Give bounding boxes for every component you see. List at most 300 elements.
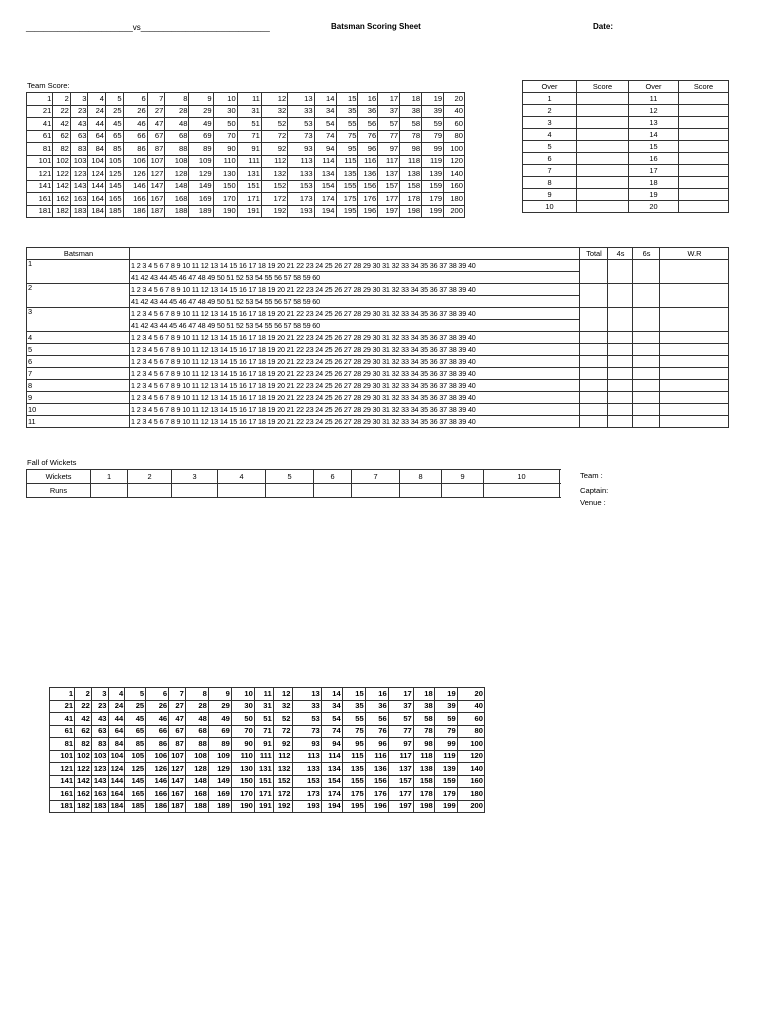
batsman-stat-cell [580,308,608,332]
score-cell: 193 [292,800,321,813]
score-cell: 147 [169,775,186,788]
score-cell: 162 [53,193,71,206]
score-cell: 179 [434,788,457,801]
score-cell: 113 [292,750,321,763]
score-cell: 32 [273,700,292,713]
overs-cell: 6 [523,153,577,165]
score-cell: 46 [123,118,147,131]
score-cell: 184 [108,800,125,813]
batsman-number: 5 [27,344,130,356]
overs-cell [577,177,629,189]
batsman-stat-cell [660,392,729,404]
score-cell: 182 [53,205,71,218]
score-cell: 181 [50,800,75,813]
score-cell: 164 [88,193,106,206]
score-cell: 107 [169,750,186,763]
score-cell: 2 [75,688,92,701]
batsman-stat-cell [608,356,633,368]
score-cell: 191 [254,800,273,813]
score-cell: 181 [27,205,53,218]
score-cell: 168 [165,193,189,206]
score-cell: 21 [27,105,53,118]
score-row [27,205,465,218]
score-cell: 64 [88,130,106,143]
score-cell: 154 [321,775,342,788]
score-cell: 194 [314,205,336,218]
score-cell: 60 [457,713,484,726]
score-cell: 198 [400,205,422,218]
score-cell: 114 [314,155,336,168]
score-cell: 146 [123,180,147,193]
batsman-stat-cell [580,368,608,380]
score-cell: 178 [400,193,422,206]
score-cell: 67 [169,725,186,738]
batsman-header: Total [580,248,608,260]
overs-cell [577,105,629,117]
score-row [27,130,465,143]
batsman-stat-cell [633,308,660,332]
score-cell: 115 [342,750,365,763]
score-cell: 9 [189,93,213,106]
batsman-stat-cell [608,308,633,332]
score-cell: 34 [314,105,336,118]
score-cell: 42 [53,118,71,131]
overs-row [523,177,729,189]
score-cell: 3 [70,93,88,106]
score-cell: 172 [261,193,287,206]
score-cell: 94 [314,143,336,156]
score-cell: 92 [261,143,287,156]
overs-cell [679,165,729,177]
score-cell: 6 [123,93,147,106]
batsman-stat-cell [660,332,729,344]
score-row [50,763,485,776]
overs-cell: 1 [523,93,577,105]
score-cell: 106 [123,155,147,168]
overs-cell [679,129,729,141]
score-cell: 133 [288,168,314,181]
score-cell: 27 [147,105,165,118]
overs-row [523,153,729,165]
score-cell: 135 [342,763,365,776]
score-cell: 38 [400,105,422,118]
score-cell: 72 [273,725,292,738]
score-cell: 124 [88,168,106,181]
overs-cell [679,141,729,153]
score-cell: 170 [231,788,254,801]
score-cell: 177 [388,788,413,801]
score-cell: 190 [213,205,237,218]
score-cell: 79 [434,725,457,738]
score-cell: 32 [261,105,287,118]
score-cell: 30 [213,105,237,118]
score-cell: 16 [365,688,388,701]
score-cell: 24 [88,105,106,118]
score-cell: 109 [208,750,231,763]
score-cell: 26 [123,105,147,118]
score-cell: 156 [365,775,388,788]
score-cell: 74 [314,130,336,143]
score-cell: 176 [358,193,378,206]
overs-cell [577,129,629,141]
score-cell: 189 [189,205,213,218]
score-cell: 127 [169,763,186,776]
score-cell: 38 [413,700,434,713]
score-row [27,193,465,206]
score-cell: 52 [273,713,292,726]
score-cell: 195 [336,205,358,218]
score-cell: 174 [314,193,336,206]
score-cell: 196 [365,800,388,813]
runs-cell [484,484,560,498]
score-cell: 153 [288,180,314,193]
score-cell: 161 [50,788,75,801]
score-cell: 150 [213,180,237,193]
score-cell: 102 [75,750,92,763]
venue-label: Venue : [580,498,606,507]
team-score-grid-2 [49,687,485,813]
score-cell: 188 [165,205,189,218]
score-cell: 173 [288,193,314,206]
score-cell: 171 [237,193,261,206]
batsman-stat-cell [608,260,633,284]
batsman-table [26,247,729,428]
score-cell: 51 [237,118,261,131]
score-cell: 96 [365,738,388,751]
overs-cell [577,117,629,129]
score-cell: 58 [413,713,434,726]
score-cell: 99 [434,738,457,751]
score-cell: 116 [365,750,388,763]
score-cell: 167 [169,788,186,801]
score-cell: 113 [288,155,314,168]
score-cell: 79 [422,130,444,143]
score-cell: 5 [125,688,146,701]
overs-cell [679,201,729,213]
overs-score-table [522,80,729,213]
score-cell: 57 [378,118,400,131]
runs-cell [314,484,352,498]
score-cell: 56 [358,118,378,131]
score-cell: 39 [434,700,457,713]
score-cell: 173 [292,788,321,801]
score-cell: 11 [254,688,273,701]
batsman-stat-cell [580,392,608,404]
score-cell: 94 [321,738,342,751]
score-cell: 70 [231,725,254,738]
overs-row [523,141,729,153]
overs-cell: 16 [629,153,679,165]
score-cell: 62 [53,130,71,143]
score-cell: 72 [261,130,287,143]
score-cell: 90 [213,143,237,156]
overs-row [523,105,729,117]
score-cell: 93 [292,738,321,751]
score-cell: 23 [70,105,88,118]
overs-header: Score [679,81,729,93]
score-cell: 134 [314,168,336,181]
batsman-stat-cell [608,332,633,344]
score-cell: 4 [108,688,125,701]
score-cell: 103 [91,750,108,763]
score-cell: 177 [378,193,400,206]
score-cell: 81 [50,738,75,751]
score-cell: 104 [88,155,106,168]
score-cell: 122 [75,763,92,776]
batsman-stat-cell [608,368,633,380]
score-cell: 134 [321,763,342,776]
score-cell: 98 [400,143,422,156]
score-cell: 28 [185,700,208,713]
runs-cell [266,484,314,498]
score-cell: 151 [237,180,261,193]
batsman-number: 11 [27,416,130,428]
team-score-label: Team Score: [27,81,70,90]
batsman-stat-cell [580,404,608,416]
batsman-stat-cell [580,260,608,284]
score-cell: 104 [108,750,125,763]
score-cell: 7 [169,688,186,701]
overs-cell: 8 [523,177,577,189]
score-cell: 48 [165,118,189,131]
score-cell: 143 [70,180,88,193]
score-cell: 115 [336,155,358,168]
score-cell: 69 [189,130,213,143]
score-cell: 169 [189,193,213,206]
score-cell: 70 [213,130,237,143]
score-cell: 107 [147,155,165,168]
wicket-number: 4 [218,470,266,484]
score-row [27,118,465,131]
score-cell: 78 [413,725,434,738]
batsman-header: Batsman [27,248,130,260]
score-cell: 186 [123,205,147,218]
score-cell: 17 [388,688,413,701]
score-cell: 114 [321,750,342,763]
batsman-header: 4s [608,248,633,260]
wicket-number: 10 [484,470,560,484]
score-row [50,738,485,751]
score-cell: 157 [388,775,413,788]
score-row [27,143,465,156]
score-row [27,180,465,193]
score-cell: 25 [106,105,124,118]
score-cell: 167 [147,193,165,206]
score-cell: 138 [413,763,434,776]
runs-sequence-cont: 41 42 43 44 45 46 47 48 49 50 51 52 53 54 55 56 57 58 59 60 [130,272,580,284]
score-cell: 196 [358,205,378,218]
batsman-stat-cell [608,284,633,308]
score-cell: 144 [108,775,125,788]
score-cell: 4 [88,93,106,106]
score-cell: 120 [457,750,484,763]
score-cell: 105 [125,750,146,763]
score-cell: 88 [185,738,208,751]
score-cell: 1 [50,688,75,701]
score-cell: 143 [91,775,108,788]
score-cell: 144 [88,180,106,193]
score-cell: 61 [50,725,75,738]
score-cell: 140 [444,168,465,181]
score-cell: 87 [147,143,165,156]
score-cell: 95 [336,143,358,156]
wicket-number: 5 [266,470,314,484]
overs-cell: 15 [629,141,679,153]
score-row [27,105,465,118]
batsman-stat-cell [580,332,608,344]
score-cell: 142 [53,180,71,193]
score-cell: 77 [388,725,413,738]
score-cell: 139 [434,763,457,776]
overs-cell [577,165,629,177]
runs-sequence-cont: 41 42 43 44 45 46 47 48 49 50 51 52 53 54 55 56 57 58 59 60 [130,320,580,332]
score-cell: 85 [106,143,124,156]
score-cell: 154 [314,180,336,193]
score-cell: 200 [457,800,484,813]
runs-sequence: 1 2 3 4 5 6 7 8 9 10 11 12 13 14 15 16 17 18 19 20 21 22 23 24 25 26 27 28 29 30 31 32 33 34 35 36 37 38 39 40 [130,308,580,320]
score-cell: 75 [336,130,358,143]
score-cell: 199 [434,800,457,813]
score-cell: 71 [254,725,273,738]
score-cell: 106 [146,750,169,763]
score-cell: 55 [342,713,365,726]
score-cell: 76 [358,130,378,143]
score-cell: 59 [434,713,457,726]
overs-cell [679,189,729,201]
score-cell: 78 [400,130,422,143]
score-cell: 112 [273,750,292,763]
overs-cell: 9 [523,189,577,201]
score-cell: 66 [123,130,147,143]
score-cell: 73 [292,725,321,738]
runs-sequence: 1 2 3 4 5 6 7 8 9 10 11 12 13 14 15 16 17 18 19 20 21 22 23 24 25 26 27 28 29 30 31 32 33 34 35 36 37 38 39 40 [130,284,580,296]
score-cell: 109 [189,155,213,168]
runs-cell [352,484,400,498]
score-cell: 123 [70,168,88,181]
overs-header: Over [523,81,577,93]
score-cell: 121 [27,168,53,181]
score-cell: 83 [70,143,88,156]
wickets-label: Wickets [27,470,91,484]
score-cell: 2 [53,93,71,106]
score-cell: 159 [422,180,444,193]
batsman-stat-cell [580,416,608,428]
score-row [50,713,485,726]
score-cell: 175 [336,193,358,206]
score-cell: 172 [273,788,292,801]
score-row [27,93,465,106]
score-cell: 89 [189,143,213,156]
runs-sequence: 1 2 3 4 5 6 7 8 9 10 11 12 13 14 15 16 17 18 19 20 21 22 23 24 25 26 27 28 29 30 31 32 33 34 35 36 37 38 39 40 [130,356,580,368]
batsman-row [27,416,729,428]
score-row [50,775,485,788]
score-cell: 125 [125,763,146,776]
score-cell: 52 [261,118,287,131]
score-cell: 130 [213,168,237,181]
score-cell: 10 [231,688,254,701]
score-cell: 135 [336,168,358,181]
batsman-stat-cell [633,416,660,428]
score-cell: 151 [254,775,273,788]
score-cell: 100 [457,738,484,751]
runs-row [27,484,560,498]
score-cell: 13 [288,93,314,106]
runs-label: Runs [27,484,91,498]
score-cell: 161 [27,193,53,206]
score-cell: 165 [125,788,146,801]
score-cell: 120 [444,155,465,168]
score-cell: 45 [106,118,124,131]
score-cell: 160 [457,775,484,788]
score-cell: 54 [321,713,342,726]
score-cell: 136 [365,763,388,776]
score-cell: 53 [288,118,314,131]
score-cell: 36 [358,105,378,118]
score-cell: 67 [147,130,165,143]
fall-of-wickets-table [26,469,560,498]
score-cell: 183 [91,800,108,813]
batsman-stat-cell [633,404,660,416]
batsman-number: 4 [27,332,130,344]
score-cell: 125 [106,168,124,181]
score-cell: 91 [237,143,261,156]
score-row [50,700,485,713]
score-cell: 30 [231,700,254,713]
score-cell: 169 [208,788,231,801]
score-cell: 44 [108,713,125,726]
score-cell: 158 [400,180,422,193]
score-cell: 34 [321,700,342,713]
score-cell: 80 [444,130,465,143]
batsman-stat-cell [580,284,608,308]
score-cell: 53 [292,713,321,726]
batsman-stat-cell [633,380,660,392]
score-cell: 116 [358,155,378,168]
overs-cell: 2 [523,105,577,117]
team-label: Team : [580,471,603,480]
score-cell: 148 [165,180,189,193]
score-cell: 147 [147,180,165,193]
score-cell: 95 [342,738,365,751]
score-cell: 61 [27,130,53,143]
score-cell: 110 [213,155,237,168]
score-cell: 186 [146,800,169,813]
batsman-stat-cell [660,344,729,356]
score-cell: 29 [189,105,213,118]
batsman-stat-cell [580,344,608,356]
score-row [50,800,485,813]
runs-cell [172,484,218,498]
score-cell: 3 [91,688,108,701]
runs-sequence: 1 2 3 4 5 6 7 8 9 10 11 12 13 14 15 16 17 18 19 20 21 22 23 24 25 26 27 28 29 30 31 32 33 34 35 36 37 38 39 40 [130,380,580,392]
score-cell: 140 [457,763,484,776]
score-cell: 50 [213,118,237,131]
score-cell: 96 [358,143,378,156]
score-row [27,155,465,168]
score-cell: 55 [336,118,358,131]
score-cell: 5 [106,93,124,106]
score-cell: 45 [125,713,146,726]
overs-cell: 13 [629,117,679,129]
score-cell: 200 [444,205,465,218]
batsman-stat-cell [580,380,608,392]
score-cell: 66 [146,725,169,738]
score-cell: 48 [185,713,208,726]
score-cell: 145 [106,180,124,193]
batsman-stat-cell [608,416,633,428]
score-cell: 155 [336,180,358,193]
score-cell: 46 [146,713,169,726]
